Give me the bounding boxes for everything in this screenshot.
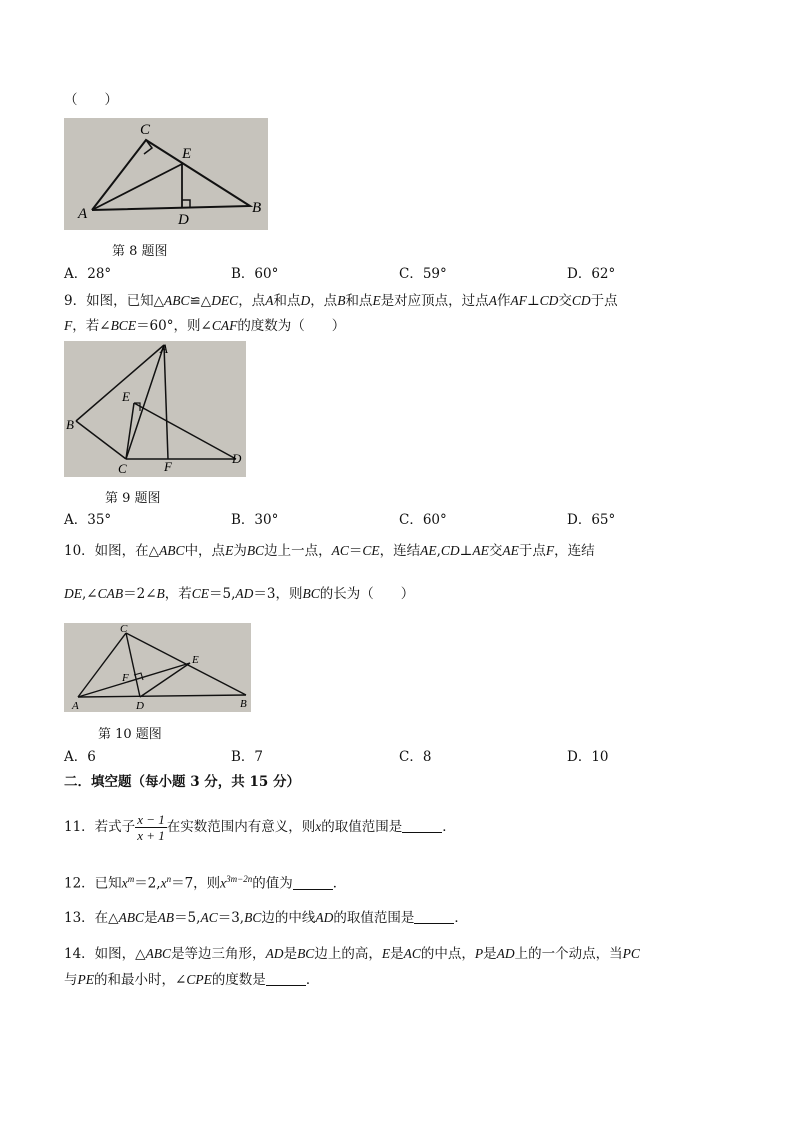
- q10-option-d[interactable]: D．10: [567, 749, 609, 765]
- q8-options: [64, 264, 684, 284]
- q13-stem: 13．在△ABC是AB＝5,AC＝3,BC边的中线AD的取值范围是 ．: [64, 910, 468, 926]
- q12-stem: 12．已知$x^m=2,x^n=7$，则$x^{3m-2n}$的值为 ．: [64, 874, 347, 892]
- q10-label-c: C: [120, 623, 128, 635]
- q8-label-c: C: [140, 122, 151, 138]
- section-2-title: 二．填空题（每小题 3 分，共 15 分）: [64, 774, 300, 790]
- q10-option-b[interactable]: B．7: [231, 749, 264, 765]
- q9-label-a: A: [160, 341, 168, 356]
- q10-option-c[interactable]: C．8: [399, 749, 432, 765]
- q9-label-e: E: [122, 389, 130, 404]
- q9-option-a[interactable]: A．35°: [64, 512, 112, 528]
- q8-figure: [64, 118, 268, 230]
- q14-stem-line1: 14．如图，△ABC是等边三角形，AD是BC边上的高，E是AC的中点，P是AD上的一个动点，当PC: [64, 946, 640, 962]
- q8-option-c[interactable]: C．59°: [399, 266, 447, 282]
- q13-answer-blank[interactable]: [414, 909, 454, 924]
- q11-answer-blank[interactable]: [402, 818, 442, 833]
- q8-caption: 第 8 题图: [112, 244, 168, 259]
- q8-label-a: A: [78, 206, 88, 222]
- q9-label-f: F: [164, 459, 172, 474]
- q10-figure: [64, 623, 251, 712]
- q10-caption: 第 10 题图: [98, 727, 162, 742]
- q11-stem: 11．若式子 $\frac{x - 1}{x + 1}$ 在实数范围内有意义，则x的取值范围是 ．: [64, 812, 456, 843]
- q10-stem-line1: 10．如图，在△ABC中，点E为BC边上一点，AC＝CE，连结AE,CD⊥AE交AE于点F，连结: [64, 543, 595, 559]
- q8-option-a[interactable]: A．28°: [64, 266, 112, 282]
- q9-option-b[interactable]: B．30°: [231, 512, 279, 528]
- q10-label-b: B: [240, 698, 247, 710]
- q9-label-d: D: [232, 451, 242, 466]
- q8-label-e: E: [182, 146, 192, 162]
- q9-figure: [64, 341, 246, 477]
- q14-answer-blank[interactable]: [266, 971, 306, 986]
- q9-options: [64, 510, 684, 530]
- q9-caption: 第 9 题图: [105, 491, 161, 506]
- q8-label-d: D: [178, 212, 189, 228]
- q10-label-e: E: [192, 654, 199, 666]
- q11-fraction: $\frac{x - 1}{x + 1}$: [137, 812, 165, 843]
- q12-answer-blank[interactable]: [293, 875, 333, 890]
- q9-option-d[interactable]: D．65°: [567, 512, 616, 528]
- q9-label-b: B: [66, 417, 74, 432]
- q14-stem-line2: 与PE的和最小时，∠CPE的度数是 ．: [64, 972, 320, 988]
- q9-stem-line1: 9．如图，已知△ABC≌△DEC，点A和点D，点B和点E是对应顶点，过点A作AF⊥CD交CD于点: [64, 293, 618, 309]
- q10-label-f: F: [122, 672, 129, 684]
- q9-option-c[interactable]: C．60°: [399, 512, 447, 528]
- q8-label-b: B: [252, 200, 262, 216]
- q9-label-c: C: [118, 461, 127, 476]
- q10-option-a[interactable]: A．6: [64, 749, 96, 765]
- q8-answer-paren: （ ）: [64, 92, 118, 108]
- q10-stem-line2: DE,∠CAB＝2∠B，若CE＝5,AD＝3，则BC的长为（ ）: [64, 586, 415, 602]
- q10-label-d: D: [136, 700, 144, 712]
- q8-option-b[interactable]: B．60°: [231, 266, 279, 282]
- q9-stem-line2: F，若∠BCE＝60°，则∠CAF的度数为（ ）: [64, 318, 346, 334]
- q10-label-a: A: [72, 700, 79, 712]
- q8-option-d[interactable]: D．62°: [567, 266, 616, 282]
- q10-options: [64, 747, 684, 767]
